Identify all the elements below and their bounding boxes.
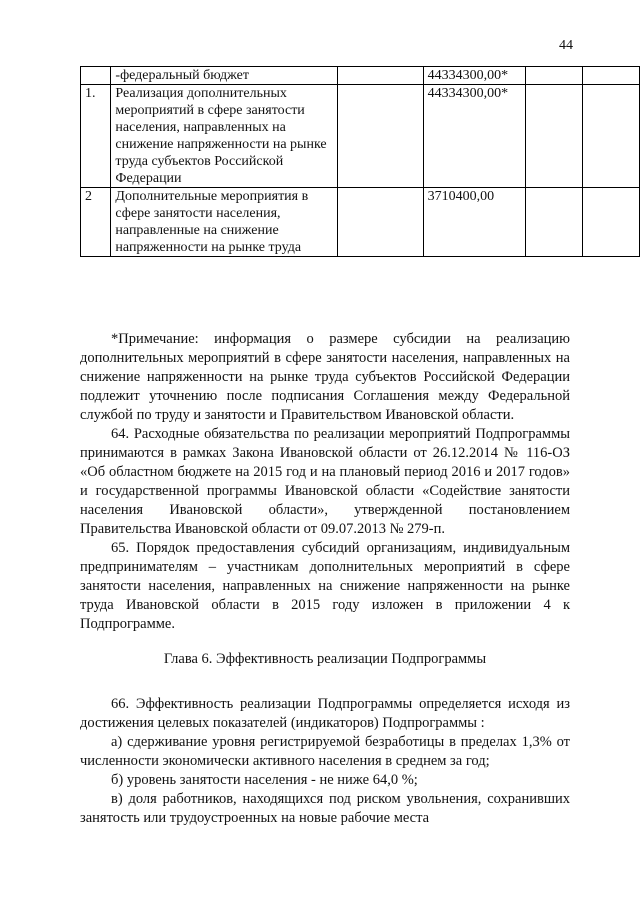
row-empty-cell (337, 188, 423, 257)
list-item-a: а) сдерживание уровня регистрируемой безработицы в пределах 1,3% от численности экономически активного населения в среднем за год; (80, 734, 570, 769)
table-row (81, 85, 640, 188)
body-text (80, 330, 570, 828)
row-empty-cell (525, 67, 582, 85)
row-amount: 44334300,00* (423, 85, 525, 188)
row-number: 2 (81, 188, 111, 257)
table-row (81, 67, 640, 85)
row-empty-cell (337, 85, 423, 188)
paragraph-65: 65. Порядок предоставления субсидий организациям, индивидуальным предпринимателям – участникам дополнительных мероприятий в сфере занятости населения, направленных на снижение напряженности на рынке труда Ивановской области в 2015 году изложен в приложении 4 к Подпрограмме. (80, 540, 570, 632)
chapter-title: Глава 6. Эффективность реализации Подпрограммы (163, 651, 487, 667)
row-amount: 3710400,00 (423, 188, 525, 257)
row-amount: 44334300,00* (423, 67, 525, 85)
list-item-b: б) уровень занятости населения - не ниже 64,0 %; (111, 772, 418, 788)
row-empty-cell (337, 67, 423, 85)
list-item-c: в) доля работников, находящихся под риском увольнения, сохранивших занятость или трудоустроенных на новые рабочие места (80, 791, 570, 826)
row-empty-cell (525, 188, 582, 257)
table-row (81, 188, 640, 257)
row-empty-cell (582, 67, 639, 85)
paragraph-64: 64. Расходные обязательства по реализации мероприятий Подпрограммы принимаются в рамках Закона Ивановской области от 26.12.2014 № 116-ОЗ «Об областном бюджете на 2015 год и на плановый период 2016 и 2017 годов» и государственной программы Ивановской области «Содействие занятости населения Ивановской области», утвержденной постановлением Правительства Ивановской области от 09.07.2013 № 279-п. (80, 426, 570, 537)
footnote-note: *Примечание: информация о размере субсидии на реализацию дополнительных мероприятий в сфере занятости населения, направленных на снижение напряженности на рынке труда субъектов Российской Федерации подлежит уточнению после подписания Соглашения между Федеральной службой по труду и занятости и Правительством Ивановской области. (80, 331, 570, 423)
row-empty-cell (582, 188, 639, 257)
row-name: -федеральный бюджет (111, 67, 337, 85)
budget-table (80, 66, 640, 257)
row-name: Реализация дополнительных мероприятий в сфере занятости населения, направленных на снижение напряженности на рынке труда субъектов Российской Федерации (111, 85, 337, 188)
row-number: 1. (81, 85, 111, 188)
row-name: Дополнительные мероприятия в сфере занятости населения, направленные на снижение напряженности на рынке труда (111, 188, 337, 257)
page-number: 44 (559, 38, 573, 53)
row-empty-cell (525, 85, 582, 188)
row-number (81, 67, 111, 85)
row-empty-cell (582, 85, 639, 188)
paragraph-66: 66. Эффективность реализации Подпрограммы определяется исходя из достижения целевых показателей (индикаторов) Подпрограммы : (80, 696, 570, 731)
